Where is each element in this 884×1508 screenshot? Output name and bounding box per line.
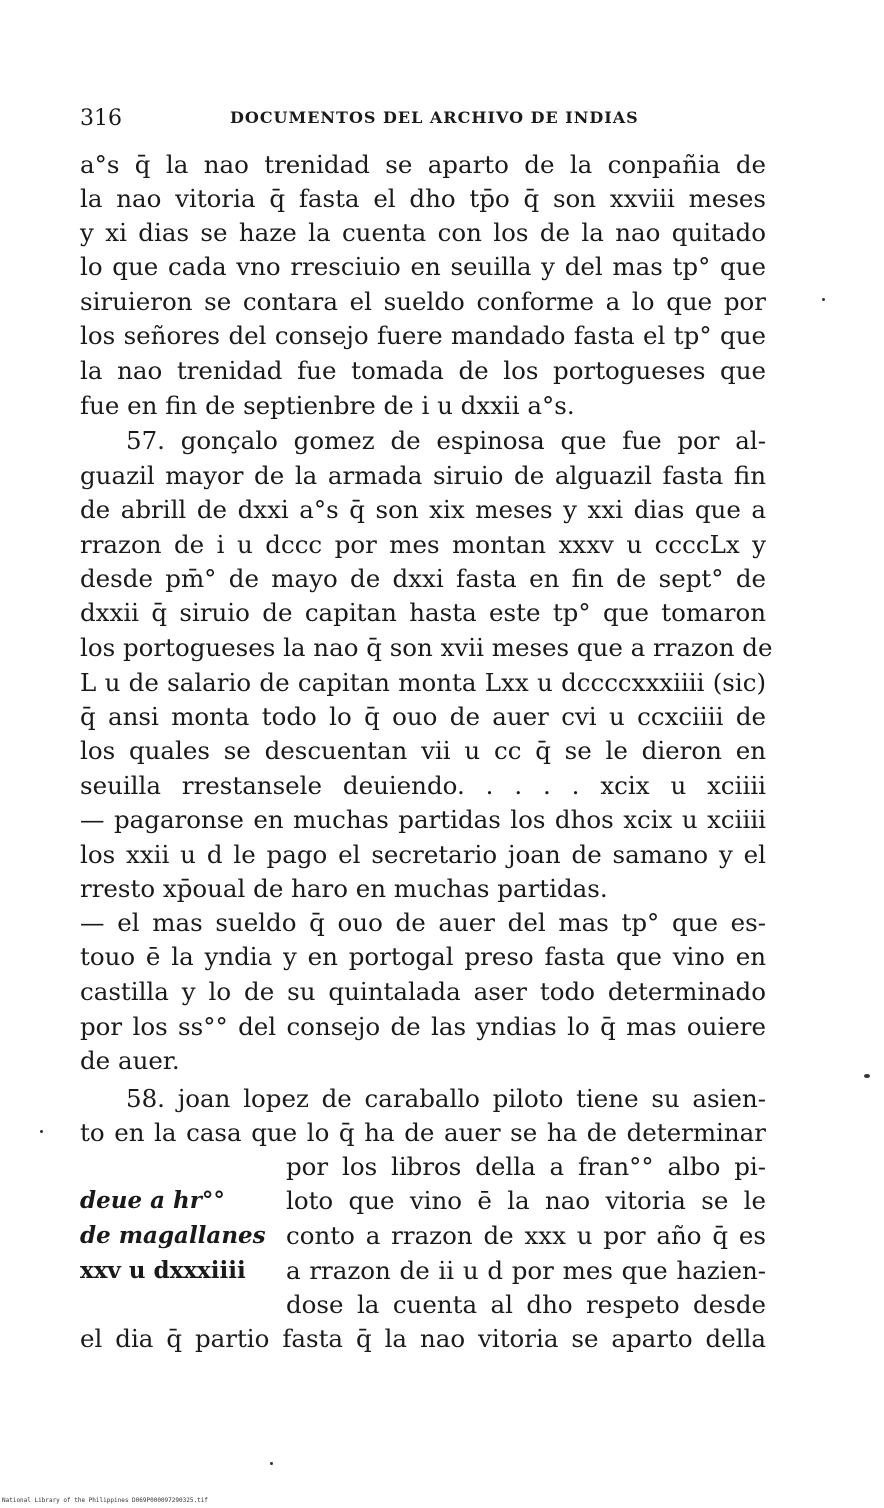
page-header bbox=[80, 106, 780, 136]
text-line: fue en fin de septienbre de i u dxxii a°s. bbox=[80, 391, 575, 420]
text-line: lo que cada vno rresciuio en seuilla y del mas tp° que bbox=[80, 252, 766, 281]
margin-note: deue a hr°° bbox=[80, 1187, 225, 1214]
text-line: los xxii u d le pago el secretario joan de samano y el bbox=[80, 840, 766, 869]
text-line: a rrazon de ii u d por mes que hazien- bbox=[286, 1256, 766, 1285]
text-line: loto que vino ē la nao vitoria se le bbox=[286, 1186, 766, 1215]
paragraph-58-start: 58. joan lopez de caraballo piloto tiene su asien- bbox=[126, 1084, 766, 1113]
scan-footer: National Library of the Philippines D069P000097290325.tif bbox=[2, 1497, 208, 1504]
text-line: por los ss°° del consejo de las yndias lo q̄ mas ouiere bbox=[80, 1012, 766, 1041]
text-line: dxxii q̄ siruio de capitan hasta este tp° que tomaron bbox=[80, 598, 766, 627]
margin-note: de magallanes bbox=[80, 1222, 266, 1249]
text-line: conto a rrazon de xxx u por año q̄ es bbox=[286, 1221, 766, 1250]
scan-speck bbox=[822, 298, 825, 301]
text-line: — el mas sueldo q̄ ouo de auer del mas tp° que es- bbox=[80, 908, 766, 937]
text-line: to en la casa que lo q̄ ha de auer se ha de determinar bbox=[80, 1118, 766, 1147]
text-line: — pagaronse en muchas partidas los dhos xcix u xciiii bbox=[80, 805, 766, 834]
text-line: desde pm̄° de mayo de dxxi fasta en fin de sept° de bbox=[80, 564, 766, 593]
text-line: los portogueses la nao q̄ son xvii meses que a rrazon de bbox=[80, 633, 773, 662]
text-line: L u de salario de capitan monta Lxx u dccccxxxiiii (sic) bbox=[80, 668, 766, 697]
scan-speck bbox=[270, 1462, 273, 1465]
scan-speck bbox=[40, 1130, 43, 1133]
text-line: la nao trenidad fue tomada de los portogueses que bbox=[80, 356, 766, 385]
text-line: rresto xp̄oual de haro en muchas partidas. bbox=[80, 874, 608, 903]
text-line: q̄ ansi monta todo lo q̄ ouo de auer cvi u ccxciiii de bbox=[80, 702, 766, 731]
text-line: de auer. bbox=[80, 1046, 180, 1075]
text-line: siruieron se contara el sueldo conforme a lo que por bbox=[80, 287, 766, 316]
text-line: el dia q̄ partio fasta q̄ la nao vitoria se aparto della bbox=[80, 1324, 766, 1353]
text-line: a°s q̄ la nao trenidad se aparto de la conpañia de bbox=[80, 150, 766, 179]
scan-speck bbox=[864, 1074, 870, 1078]
text-line: touo ē la yndia y en portogal preso fasta que vino en bbox=[80, 942, 766, 971]
text-line: y xi dias se haze la cuenta con los de la nao quitado bbox=[80, 218, 766, 247]
text-line: de abrill de dxxi a°s q̄ son xix meses y xxi dias que a bbox=[80, 495, 766, 524]
margin-note-amount: xxv u dxxxiiii bbox=[80, 1257, 246, 1284]
text-line: por los libros della a fran°° albo pi- bbox=[286, 1152, 766, 1181]
text-line: los quales se descuentan vii u cc q̄ se le dieron en bbox=[80, 736, 766, 765]
text-line: guazil mayor de la armada siruio de alguazil fasta fin bbox=[80, 461, 766, 490]
text-line: rrazon de i u dccc por mes montan xxxv u ccccLx y bbox=[80, 530, 766, 559]
text-line: castilla y lo de su quintalada aser todo determinado bbox=[80, 977, 766, 1006]
text-line: dose la cuenta al dho respeto desde bbox=[286, 1290, 766, 1319]
page-number: 316 bbox=[80, 106, 122, 131]
paragraph-57-start: 57. gonçalo gomez de espinosa que fue por al- bbox=[126, 426, 766, 455]
text-line: seuilla rrestansele deuiendo. . . . . xcix u xciiii bbox=[80, 771, 766, 800]
running-title: DOCUMENTOS DEL ARCHIVO DE INDIAS bbox=[230, 108, 639, 127]
text-line: la nao vitoria q̄ fasta el dho tp̄o q̄ son xxviii meses bbox=[80, 184, 766, 213]
text-line: los señores del consejo fuere mandado fasta el tp° que bbox=[80, 321, 766, 350]
